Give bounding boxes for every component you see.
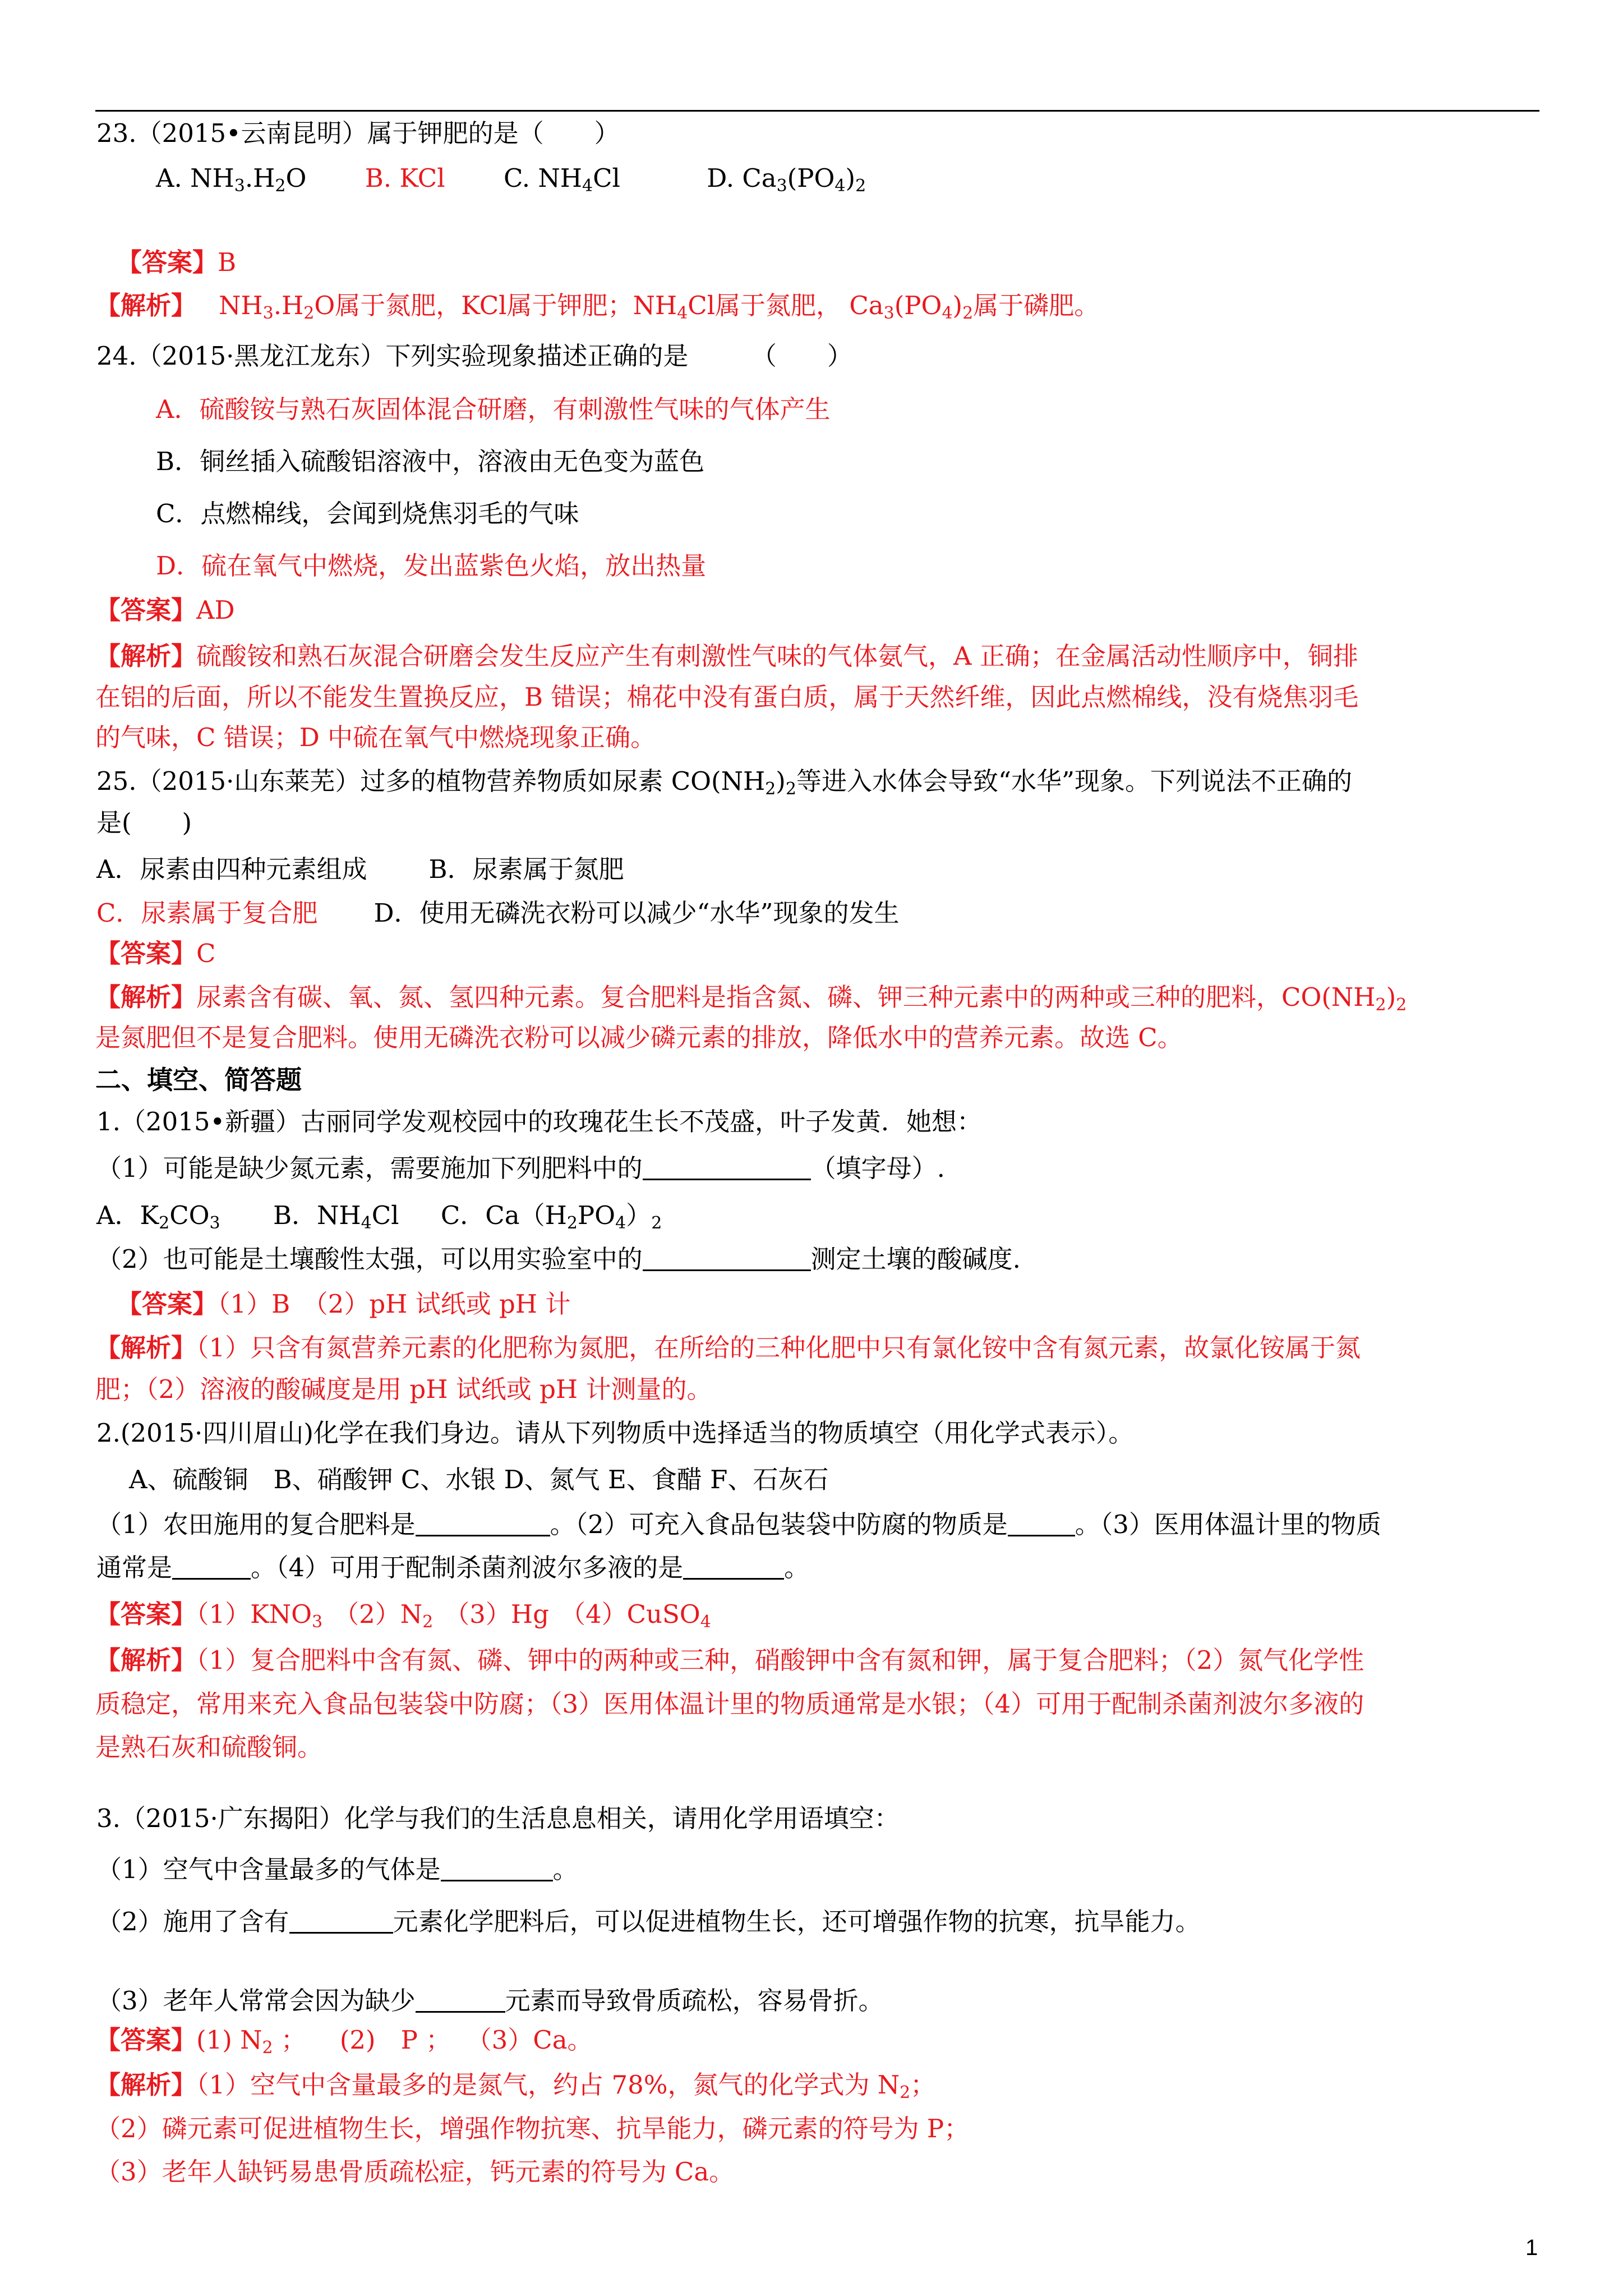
f3-part2: （2）施用了含有 元素化学肥料后，可以促进植物生长，还可增强作物的抗寒，抗旱能力。 — [96, 1907, 1201, 1936]
f2-explanation-line1: 【解析】（1）复合肥料中含有氮、磷、钾中的两种或三种，硝酸钾中含有氮和钾，属于复合肥料；（2）氮气化学性 — [95, 1645, 1364, 1675]
q24-explanation-line3: 的气味，C 错误；D 中硫在氧气中燃烧现象正确。 — [95, 723, 656, 752]
f1-stem: 1.（2015•新疆）古丽同学发观校园中的玫瑰花生长不茂盛，叶子发黄．她想： — [96, 1107, 983, 1137]
f2-options: A、硫酸铜 B、硝酸钾 C、水银 D、氮气 E、食醋 F、石灰石 — [129, 1465, 829, 1494]
q23-option-a: A. $NH_3.H_2O$ — [156, 163, 307, 196]
f1-options — [96, 1199, 662, 1232]
f3-explanation-line3: （3）老年人缺钙易患骨质疏松症，钙元素的符号为 Ca。 — [95, 2157, 735, 2187]
q25-options-row2 — [96, 896, 900, 930]
page-number: 1 — [1525, 2235, 1538, 2260]
q24-option-b: B．铜丝插入硫酸铝溶液中，溶液由无色变为蓝色 — [156, 447, 705, 476]
q25-option-c: C．尿素属于复合肥 — [96, 898, 318, 928]
q25-explanation-line2: 是氮肥但不是复合肥料。使用无磷洗衣粉可以减少磷元素的排放，降低水中的营养元素。故选 C。 — [95, 1023, 1183, 1052]
q24-option-d: D．硫在氧气中燃烧，发出蓝紫色火焰，放出热量 — [156, 551, 707, 581]
q23-answer: 【答案】B — [117, 247, 237, 277]
f1-option-a: A．$K_2CO_3$ — [96, 1200, 220, 1233]
f3-part3: （3）老年人常常会因为缺少 元素而导致骨质疏松，容易骨折。 — [96, 1986, 884, 2016]
f1-option-c: C．$Ca(H_2PO_4)_2$ — [440, 1200, 662, 1233]
f2-answer: 【答案】$(1)KNO_3$ $(2)N_2$ （3）Hg （4）CuSO$_4$ — [95, 1599, 711, 1632]
f3-explanation-line1: 【解析】（1）空气中含量最多的是氮气，约占 78%，氮气的化学式为 $N_2$； — [95, 2070, 936, 2102]
f3-blank-1[interactable] — [441, 1855, 553, 1881]
q24-stem: 24.（2015·黑龙江龙东）下列实验现象描述正确的是 （ ） — [96, 341, 852, 371]
q25-option-b: B．尿素属于氮肥 — [428, 854, 624, 884]
q24-option-a: A．硫酸铵与熟石灰固体混合研磨，有刺激性气味的气体产生 — [156, 394, 831, 424]
f2-questions-line1: （1）农田施用的复合肥料是 。（2）可充入食品包装袋中防腐的物质是 。（3）医用体温计里的物质 — [96, 1510, 1381, 1539]
q25-explanation-line1: 【解析】尿素含有碳、氧、氮、氢四种元素。复合肥料是指含氮、磷、钾三种元素中的两种或三种的肥料，$CO(NH_2)_2$ — [95, 982, 1407, 1015]
f2-questions-line2: 通常是 。（4）可用于配制杀菌剂波尔多液的是 。 — [96, 1553, 810, 1582]
q24-answer: 【答案】AD — [95, 595, 235, 625]
f2-explanation-line2: 质稳定，常用来充入食品包装袋中防腐；（3）医用体温计里的物质通常是水银；（4）可用于配制杀菌剂波尔多液的 — [95, 1689, 1364, 1719]
f1-explanation-line1: 【解析】（1）只含有氮营养元素的化肥称为氮肥，在所给的三种化肥中只有氯化铵中含有氮元素，故氯化铵属于氮 — [95, 1333, 1361, 1363]
f1-blank-1[interactable] — [643, 1154, 811, 1180]
q25-option-a: A．尿素由四种元素组成 — [96, 854, 367, 884]
section-title: 二、填空、简答题 — [95, 1065, 302, 1095]
q23-options — [156, 162, 866, 195]
f1-explanation-line2: 肥；（2）溶液的酸碱度是用 pH 试纸或 pH 计测量的。 — [95, 1374, 712, 1404]
q25-stem-line2: 是( ) — [96, 808, 192, 838]
f1-answer: 【答案】（1）B （2）pH 试纸或 pH 计 — [117, 1289, 571, 1319]
f1-blank-2[interactable] — [643, 1245, 811, 1271]
q24-explanation-line1: 【解析】硫酸铵和熟石灰混合研磨会发生反应产生有刺激性气味的气体氨气，A 正确；在金属活动性顺序中，铜排 — [95, 641, 1358, 671]
q25-option-d: D．使用无磷洗衣粉可以减少“水华”现象的发生 — [374, 898, 900, 928]
q23-option-b: B. KCl — [365, 163, 445, 193]
f2-blank-1[interactable] — [416, 1510, 550, 1536]
f2-blank-2[interactable] — [1008, 1510, 1075, 1536]
f3-answer: 【答案】(1) $N_2$ ； (2) P ； （3）Ca。 — [95, 2025, 593, 2058]
q24-explanation-line2: 在铝的后面，所以不能发生置换反应，B 错误；棉花中没有蛋白质，属于天然纤维，因此点燃棉线，没有烧焦羽毛 — [95, 682, 1359, 712]
q25-answer: 【答案】C — [95, 938, 216, 968]
q23-option-c: C. $NH_4Cl$ — [503, 163, 620, 196]
f3-part1: （1）空气中含量最多的气体是 。 — [96, 1855, 578, 1884]
header-rule — [95, 110, 1539, 112]
f1-part2: （2）也可能是土壤酸性太强，可以用实验室中的 测定土壤的酸碱度. — [96, 1244, 1021, 1274]
q23-option-d: D. $Ca_3(PO_4)_2$ — [707, 163, 866, 196]
q24-option-c: C．点燃棉线，会闻到烧焦羽毛的气味 — [156, 499, 579, 528]
f2-explanation-line3: 是熟石灰和硫酸铜。 — [95, 1732, 323, 1762]
f3-blank-2[interactable] — [289, 1907, 393, 1934]
f1-part1: （1）可能是缺少氮元素，需要施加下列肥料中的 （填字母）. — [96, 1153, 945, 1183]
f1-option-b: B．$NH_4Cl$ — [273, 1200, 399, 1233]
f2-blank-4[interactable] — [683, 1553, 784, 1580]
q25-options-row1 — [96, 853, 624, 886]
f3-explanation-line2: （2）磷元素可促进植物生长，增强作物抗寒、抗旱能力，磷元素的符号为 P； — [95, 2114, 970, 2143]
f3-blank-3[interactable] — [416, 1986, 505, 2013]
q25-stem-line1: 25.（2015·山东莱芜）过多的植物营养物质如尿素 $CO(NH_2)_2$等进入水体会导致“水华”现象。下列说法不正确的 — [96, 766, 1352, 799]
f2-stem: 2.(2015·四川眉山)化学在我们身边。请从下列物质中选择适当的物质填空（用化学式表示）。 — [96, 1418, 1134, 1448]
f3-stem: 3.（2015·广东揭阳）化学与我们的生活息息相关，请用化学用语填空： — [96, 1803, 900, 1833]
q23-stem: 23.（2015•云南昆明）属于钾肥的是（ ） — [96, 118, 620, 148]
q23-explanation: 【解析】 $NH_3.H_2O$属于氮肥，KCl属于钾肥；$NH_4Cl$属于氮肥， $Ca_3(PO_4)_2$属于磷肥。 — [95, 291, 1100, 323]
f2-blank-3[interactable] — [172, 1553, 251, 1580]
